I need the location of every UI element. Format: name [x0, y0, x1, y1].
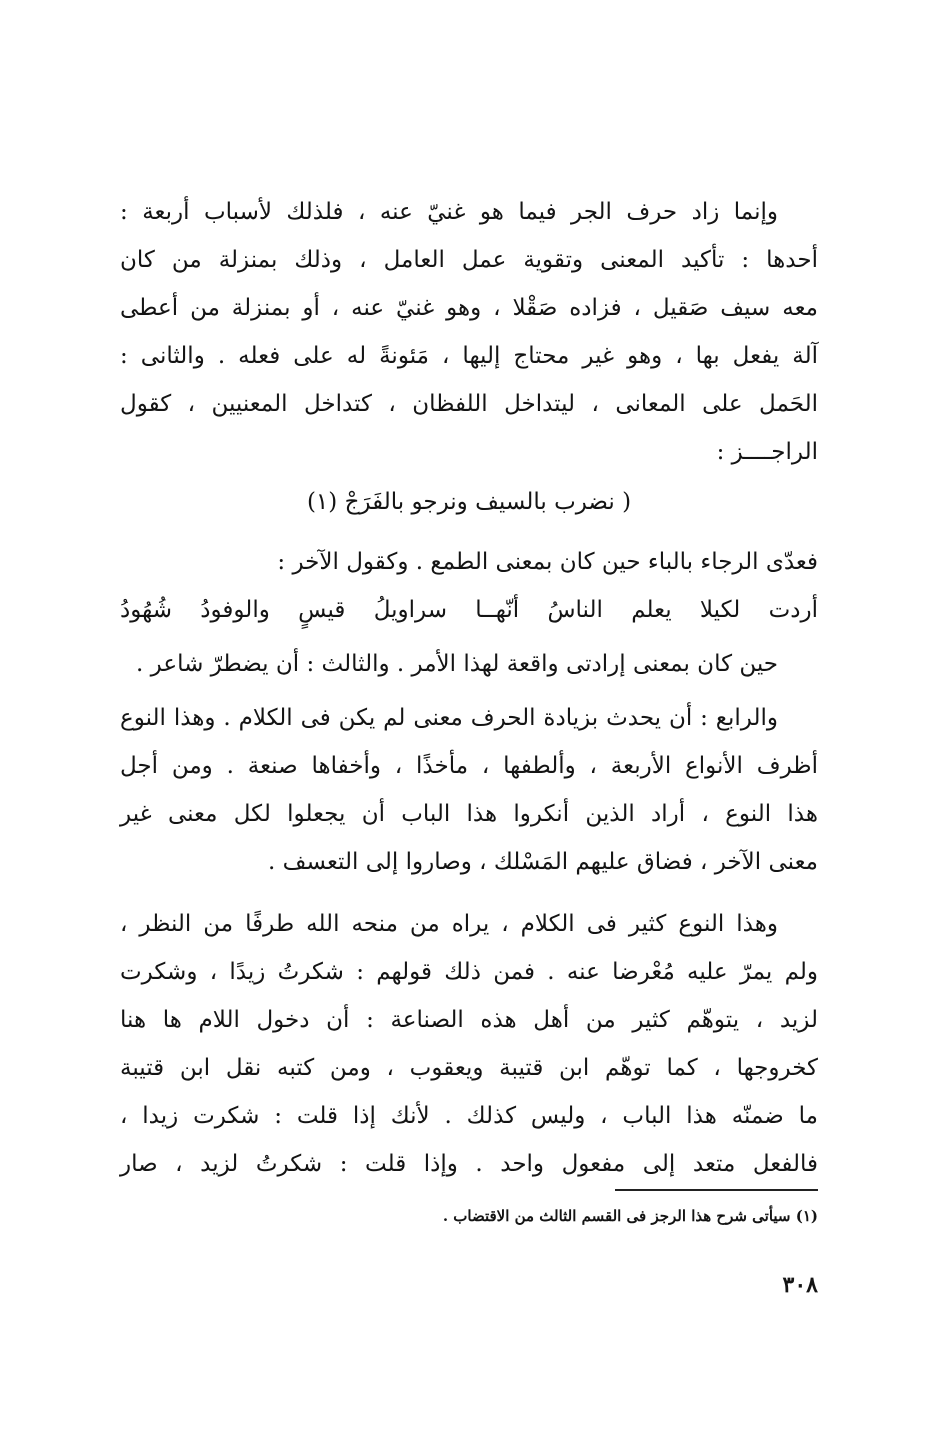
text-line: أحدها : تأكيد المعنى وتقوية عمل العامل ، وذلك بمنزلة من كان — [120, 247, 818, 273]
text-line: ما ضمنّه هذا الباب ، وليس كذلك . لأنك إذا قلت : شكرت زيدا ، — [120, 1103, 818, 1129]
text-line: وإنما زاد حرف الجر فيما هو غنيّ عنه ، فلذلك لأسباب أربعة : — [120, 199, 778, 225]
text-line: معه سيف صَقيل ، فزاده صَقْلا ، وهو غنيّ عنه ، أو بمنزلة من أعطى — [120, 295, 818, 321]
text-line: معنى الآخر ، فضاق عليهم المَسْلك ، وصاروا إلى التعسف . — [268, 849, 818, 875]
paragraph-third-reason — [120, 640, 818, 688]
text-line: حين كان بمعنى إرادتى واقعة لهذا الأمر . والثالث : أن يضطرّ شاعر . — [136, 651, 778, 677]
verse-line: ( نضرب بالسيف ونرجو بالفَرَجْ (١) — [306, 489, 632, 515]
text-line: لزيد ، يتوهّم كثير من أهل هذه الصناعة : أن دخول اللام ها هنا — [120, 1007, 818, 1033]
verse-quotation — [120, 586, 818, 634]
page-number: ٣٠٨ — [782, 1272, 818, 1298]
text-line: وهذا النوع كثير فى الكلام ، يراه من منحه الله طرفًا من النظر ، — [120, 911, 778, 937]
paragraph-raja — [120, 538, 818, 586]
footnote: (١) سيأتى شرح هذا الرجز فى القسم الثالث من الاقتضاب . — [442, 1207, 818, 1225]
text-line: آلة يفعل بها ، وهو غير محتاج إليها ، مَئونةً له على فعله . والثانى : — [120, 343, 818, 369]
text-line: هذا النوع ، أراد الذين أنكروا هذا الباب أن يجعلوا لكل معنى غير — [120, 801, 818, 827]
text-line: الحَمل على المعانى ، ليتداخل اللفظان ، كتداخل المعنيين ، كقول — [120, 391, 818, 417]
text-line: أظرف الأنواع الأربعة ، وألطفها ، مأخذًا ، وأخفاها صنعة . ومن أجل — [120, 753, 818, 779]
text-line: الراجــــز : — [716, 439, 818, 465]
footnote-divider — [615, 1189, 818, 1191]
verse-line: أردت لكيلا يعلم الناسُ أنّهــا سراويلُ قيسٍ والوفودُ شُهُودُ — [120, 597, 818, 623]
paragraph-shakartu — [120, 900, 818, 1188]
paragraph-fourth-reason — [120, 694, 818, 886]
text-line: كخروجها ، كما توهّم ابن قتيبة ويعقوب ، ومن كتبه نقل ابن قتيبة — [120, 1055, 818, 1081]
text-line: فالفعل متعد إلى مفعول واحد . وإذا قلت : شكرتُ لزيد ، صار — [120, 1151, 818, 1177]
text-line: ولم يمرّ عليه مُعْرضا عنه . فمن ذلك قولهم : شكرتُ زيدًا ، وشكرت — [120, 959, 818, 985]
text-line: والرابع : أن يحدث بزيادة الحرف معنى لم يكن فى الكلام . وهذا النوع — [120, 705, 778, 731]
text-line: فعدّى الرجاء بالباء حين كان بمعنى الطمع . وكقول الآخر : — [277, 549, 818, 575]
verse-quotation — [120, 478, 818, 526]
paragraph-four-reasons — [120, 188, 818, 476]
